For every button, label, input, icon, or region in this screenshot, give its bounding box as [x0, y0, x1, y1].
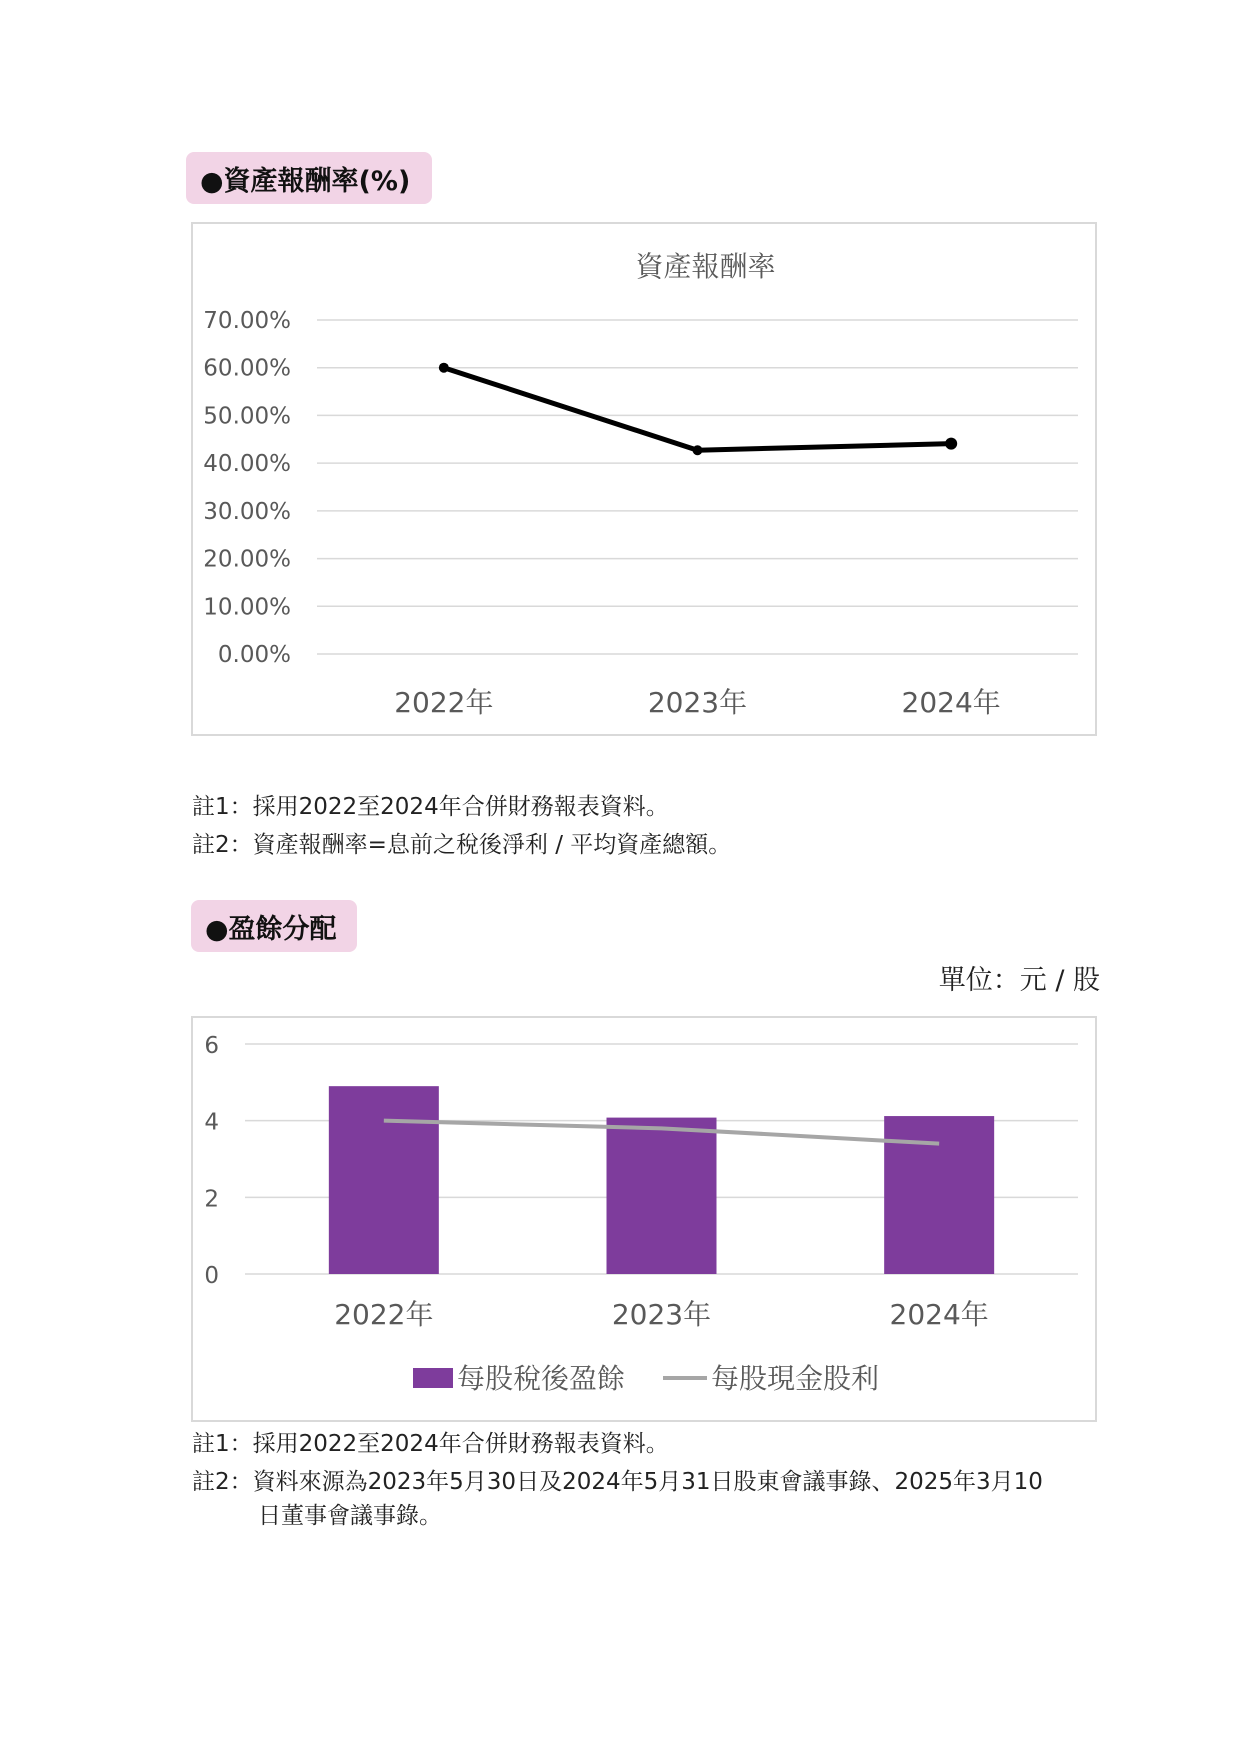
dividend-note-2-cont: 日董事會議事錄。: [258, 1503, 442, 1529]
unit-label: 單位：元 / 股: [938, 965, 1100, 996]
roa-note-1: 註1：採用2022至2024年合併財務報表資料。: [192, 794, 669, 820]
roa-chart-svg: [193, 224, 1095, 734]
dividend-note-1: 註1：採用2022至2024年合併財務報表資料。: [192, 1431, 669, 1457]
legend-label-eps: 每股稅後盈餘: [457, 1362, 626, 1395]
y-tick-label: 60.00%: [203, 355, 291, 382]
eps-bar: [607, 1118, 717, 1274]
roa-notes: [192, 790, 1092, 862]
section-heading-roa: [186, 152, 432, 204]
dividend-chart: [191, 1016, 1097, 1422]
y-tick-label: 0.00%: [217, 642, 291, 668]
y-tick-label: 50.00%: [203, 403, 291, 430]
x-tick-label: 2024年: [901, 686, 1001, 719]
y-tick-label: 6: [204, 1033, 219, 1059]
y-tick-label: 30.00%: [203, 498, 291, 525]
section-heading-dividend: [191, 900, 357, 952]
roa-data-point: [945, 438, 957, 450]
roa-data-point: [439, 363, 449, 373]
legend-label-dividend: 每股現金股利: [711, 1362, 880, 1395]
y-tick-label: 20.00%: [203, 546, 291, 573]
roa-chart: [191, 222, 1097, 736]
x-tick-label: 2022年: [394, 686, 494, 719]
legend-swatch-eps: [413, 1368, 453, 1388]
y-tick-label: 4: [204, 1109, 219, 1136]
x-tick-label: 2023年: [611, 1298, 712, 1331]
x-tick-label: 2024年: [889, 1298, 989, 1331]
x-tick-label: 2023年: [647, 686, 748, 719]
y-tick-label: 70.00%: [203, 308, 291, 334]
y-tick-label: 0: [204, 1263, 219, 1289]
roa-series-line: [444, 368, 951, 451]
x-tick-label: 2022年: [334, 1298, 434, 1331]
y-tick-label: 40.00%: [203, 451, 291, 478]
dividend-note-2: 註2：資料來源為2023年5月30日及2024年5月31日股東會議事錄、2025年3月10: [192, 1469, 1043, 1495]
section-heading-dividend-text: ●盈餘分配: [205, 913, 337, 945]
eps-bar: [329, 1086, 439, 1274]
y-tick-label: 10.00%: [203, 594, 291, 621]
roa-data-point: [693, 445, 703, 455]
dividend-notes: [192, 1427, 1112, 1533]
y-tick-label: 2: [204, 1186, 219, 1213]
dividend-chart-svg: [193, 1018, 1095, 1420]
roa-note-2: 註2：資產報酬率=息前之稅後淨利 / 平均資產總額。: [192, 832, 732, 858]
chart-title: 資產報酬率: [635, 250, 776, 283]
section-heading-roa-text: ●資產報酬率(%): [200, 165, 411, 197]
